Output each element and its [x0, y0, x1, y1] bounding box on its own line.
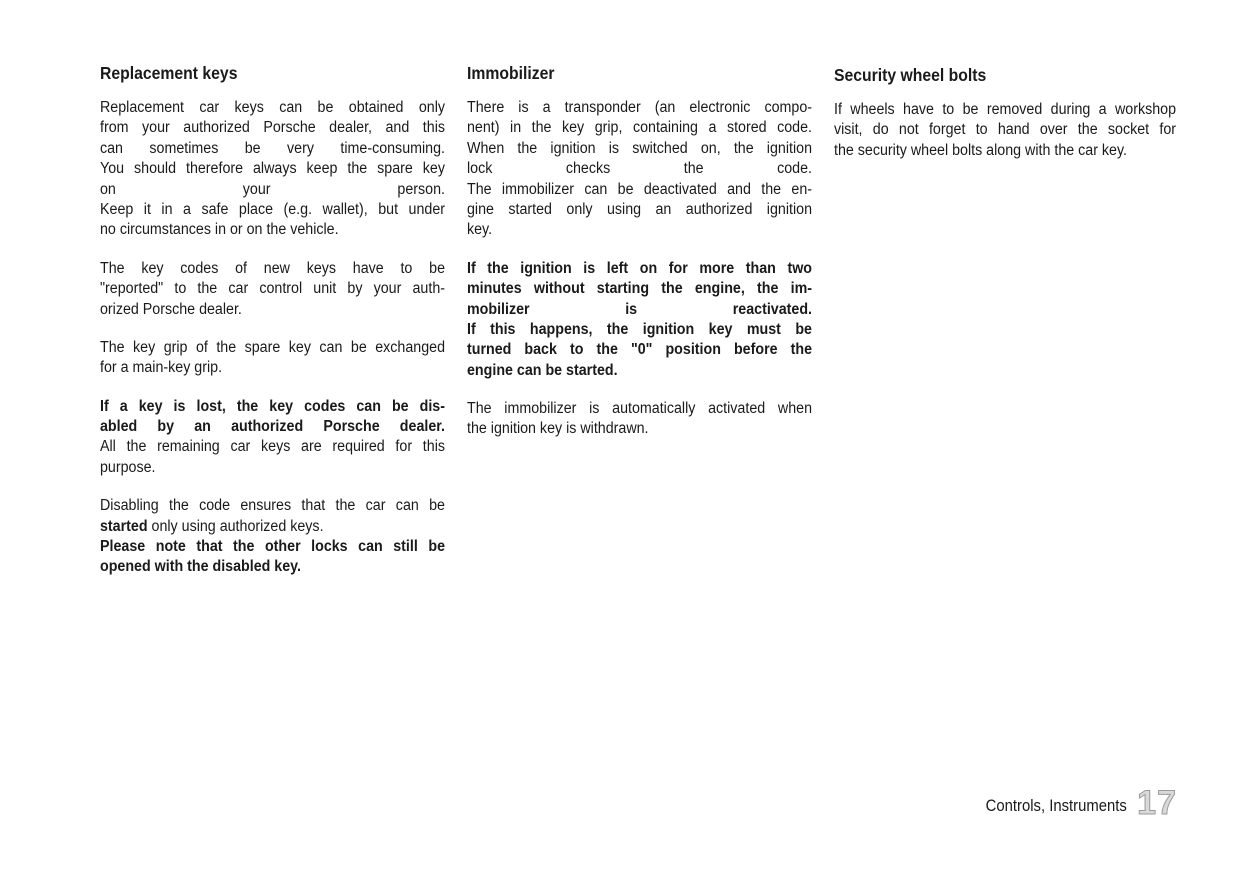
text-line: lock checks the code.: [467, 160, 812, 178]
emphasis: started: [100, 517, 148, 535]
text-line: visit, do not forget to hand over the socket for: [834, 121, 1177, 139]
paragraph: [100, 98, 445, 241]
section-title: Controls, Instruments: [986, 797, 1128, 815]
text-line: can sometimes be very time-consuming.: [100, 139, 445, 157]
text-line: "reported" to the car control unit by your auth-: [100, 280, 445, 298]
text-line: If a key is lost, the key codes can be dis-: [100, 397, 445, 415]
text-line: orized Porsche dealer.: [100, 300, 242, 318]
text-line: You should therefore always keep the spare key: [100, 160, 445, 178]
paragraph: [100, 338, 445, 379]
text-line: abled by an authorized Porsche dealer.: [100, 418, 445, 436]
section-heading: Replacement keys: [100, 63, 238, 83]
text-line: The key codes of new keys have to be: [100, 259, 445, 277]
text-line: from your authorized Porsche dealer, and this: [100, 119, 445, 137]
text-line: Replacement car keys can be obtained only: [100, 99, 445, 116]
text-line: the ignition key is withdrawn.: [467, 420, 649, 438]
text-line: [100, 517, 445, 537]
text-line: When the ignition is switched on, the ignition: [467, 139, 812, 157]
paragraph: [467, 399, 812, 440]
text-line: The key grip of the spare key can be exchanged: [100, 338, 445, 356]
text-line: no circumstances in or on the vehicle.: [100, 221, 339, 239]
section-heading: Security wheel bolts: [834, 65, 987, 85]
text-line: on your person.: [100, 180, 445, 198]
text-line: turned back to the "0" position before the: [467, 341, 812, 359]
text-line: Disabling the code ensures that the car can be: [100, 497, 445, 515]
paragraph: [467, 259, 812, 381]
text-line: All the remaining car keys are required for this: [100, 438, 445, 456]
paragraph: [467, 98, 812, 241]
paragraph: [100, 496, 445, 578]
page-footer: [970, 786, 1177, 820]
text-line: opened with the disabled key.: [100, 558, 302, 576]
text-line: purpose.: [100, 458, 156, 476]
text-line: Please note that the other locks can still be: [100, 538, 445, 556]
text-line: nent) in the key grip, containing a stored code.: [467, 119, 812, 137]
text-line: If the ignition is left on for more than two: [467, 259, 812, 277]
column-immobilizer: [467, 62, 812, 458]
text-fragment: only using authorized keys.: [147, 517, 324, 535]
text-line: engine can be started.: [467, 361, 618, 379]
text-line: key.: [467, 221, 493, 239]
text-line: Keep it in a safe place (e.g. wallet), but under: [100, 200, 445, 218]
paragraph: [100, 259, 445, 320]
text-line: for a main-key grip.: [100, 359, 223, 377]
column-security-wheel-bolts: [834, 62, 1176, 179]
text-line: The immobilizer can be deactivated and the en-: [467, 180, 812, 198]
paragraph: [834, 100, 1176, 161]
text-line: If this happens, the ignition key must be: [467, 320, 812, 338]
text-line: mobilizer is reactivated.: [467, 300, 812, 318]
text-line: The immobilizer is automatically activated when: [467, 400, 812, 418]
text-line: gine started only using an authorized ignition: [467, 200, 812, 218]
text-line: There is a transponder (an electronic compo-: [467, 99, 812, 116]
section-heading: Immobilizer: [467, 63, 555, 83]
column-replacement-keys: [100, 62, 445, 596]
paragraph: [100, 397, 445, 479]
text-line: If wheels have to be removed during a workshop: [834, 101, 1177, 118]
text-line: minutes without starting the engine, the im-: [467, 280, 812, 298]
text-line: the security wheel bolts along with the car key.: [834, 141, 1128, 159]
page-number: 17: [1137, 784, 1177, 822]
